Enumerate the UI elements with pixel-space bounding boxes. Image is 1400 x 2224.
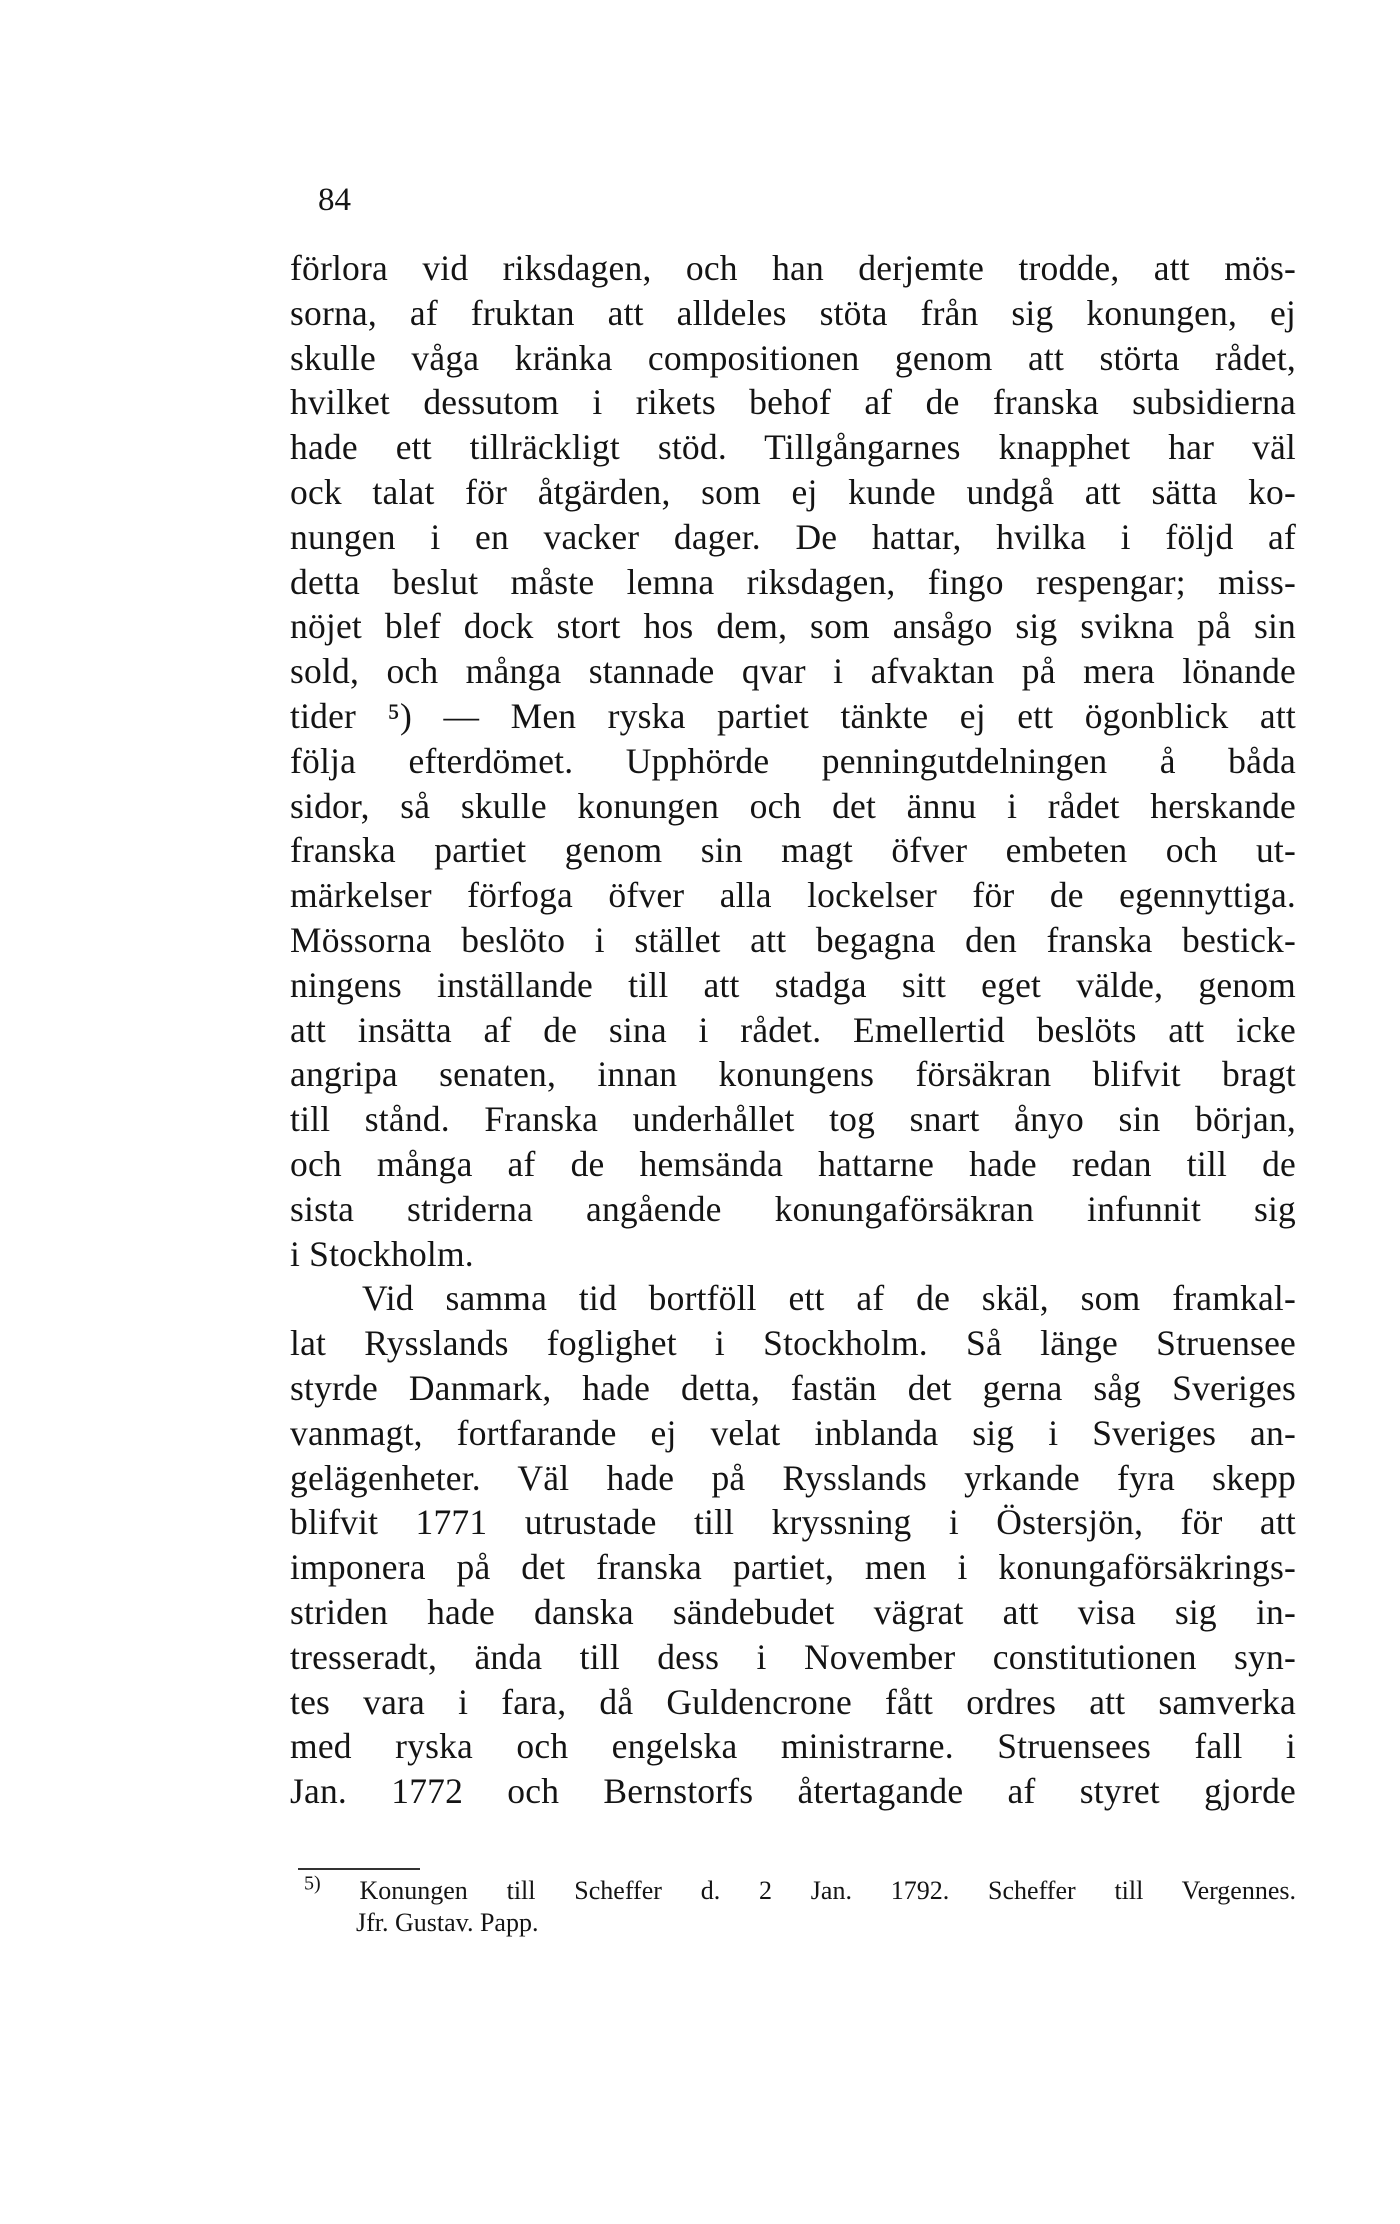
text-line: till stånd. Franska underhållet tog snart ånyo sin början, [290, 1099, 1296, 1140]
text-line: imponera på det franska partiet, men i konungaförsäkrings- [290, 1547, 1296, 1588]
text-line: skulle våga kränka compositionen genom att störta rådet, [290, 337, 1296, 378]
text-line: lat Rysslands foglighet i Stockholm. Så länge Struensee [290, 1323, 1296, 1364]
text-line: nungen i en vacker dager. De hattar, hvilka i följd af [290, 516, 1296, 557]
text-line: hade ett tillräckligt stöd. Tillgångarnes knapphet har väl [290, 427, 1296, 468]
text-line: franska partiet genom sin magt öfver embeten och ut- [290, 830, 1296, 871]
text-line: förlora vid riksdagen, och han derjemte trodde, att mös- [290, 248, 1296, 288]
text-line: Jan. 1772 och Bernstorfs återtagande af styret gjorde [290, 1771, 1296, 1812]
footnote-text: Konungen till Scheffer d. 2 Jan. 1792. Scheffer till Vergennes. [359, 1876, 1296, 1905]
footnote-divider [298, 1868, 420, 1870]
text-line: gelägenheter. Väl hade på Rysslands yrkande fyra skepp [290, 1457, 1296, 1498]
text-line: ningens inställande till att stadga sitt eget välde, genom [290, 964, 1296, 1005]
text-line: vanmagt, fortfarande ej velat inblanda sig i Sveriges an- [290, 1412, 1296, 1453]
body-text [290, 246, 1296, 1814]
text-line: och många af de hemsända hattarne hade redan till de [290, 1143, 1296, 1184]
text-line: tresseradt, ända till dess i November constitutionen syn- [290, 1636, 1296, 1677]
text-line: nöjet blef dock stort hos dem, som ansågo sig svikna på sin [290, 606, 1296, 647]
text-line: sidor, så skulle konungen och det ännu i rådet herskande [290, 785, 1296, 826]
text-line: striden hade danska sändebudet vägrat att visa sig in- [290, 1591, 1296, 1632]
text-line: hvilket dessutom i rikets behof af de franska subsidierna [290, 382, 1296, 423]
text-line: tes vara i fara, då Guldencrone fått ordres att samverka [290, 1681, 1296, 1722]
text-line: att insätta af de sina i rådet. Emellertid beslöts att icke [290, 1009, 1296, 1050]
text-line: styrde Danmark, hade detta, fastän det gerna såg Sveriges [290, 1367, 1296, 1408]
text-line: sorna, af fruktan att alldeles stöta från sig konungen, ej [290, 292, 1296, 333]
text-line: märkelser förfoga öfver alla lockelser för de egennyttiga. [290, 875, 1296, 916]
footnotes [304, 1872, 1296, 1939]
text-line: detta beslut måste lemna riksdagen, fingo respengar; miss- [290, 561, 1296, 602]
footnote-mark: 5) [304, 1872, 321, 1895]
footnote-line [304, 1872, 1296, 1907]
text-line: Mössorna beslöto i stället att begagna den franska bestick- [290, 919, 1296, 960]
text-line: tider ⁵) — Men ryska partiet tänkte ej ett ögonblick att [290, 695, 1296, 736]
text-line: Vid samma tid bortföll ett af de skäl, som framkal- [362, 1278, 1296, 1319]
text-line: sista striderna angående konungaförsäkran infunnit sig [290, 1188, 1296, 1229]
text-line: i Stockholm. [290, 1233, 474, 1274]
text-line: blifvit 1771 utrustade till kryssning i Östersjön, för att [290, 1502, 1296, 1543]
footnote-line: Jfr. Gustav. Papp. [356, 1908, 539, 1937]
text-line: sold, och många stannade qvar i afvaktan på mera lönande [290, 651, 1296, 692]
text-line: med ryska och engelska ministrarne. Struensees fall i [290, 1726, 1296, 1767]
page-number: 84 [318, 182, 351, 218]
text-line: följa efterdömet. Upphörde penningutdelningen å båda [290, 740, 1296, 781]
text-line: angripa senaten, innan konungens försäkran blifvit bragt [290, 1054, 1296, 1095]
text-line: ock talat för åtgärden, som ej kunde undgå att sätta ko- [290, 471, 1296, 512]
